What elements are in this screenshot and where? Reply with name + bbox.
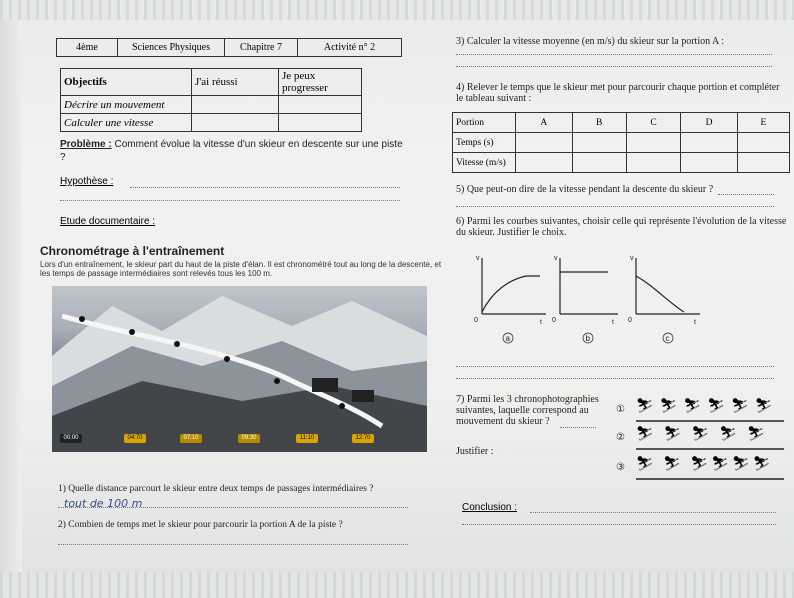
binding-bottom [0,572,794,598]
portion-table [452,112,790,173]
question-6: 6) Parmi les courbes suivantes, choisir celle qui représente l'évolution de la vitesse du skieur. Justifier le choix. [456,216,787,238]
graph-b-t-axis-label: t [612,319,614,326]
question-5-answer-line[interactable] [456,206,774,207]
objective-item: Calculer une vitesse [64,116,154,129]
portion-cell[interactable] [681,153,738,173]
objectives-success-header: J'ai réussi [192,69,279,96]
conclusion-answer-line[interactable] [530,512,776,513]
question-2: 2) Combien de temps met le skieur pour parcourir la portion A de la piste ? [58,520,343,530]
hypothesis-label: Hypothèse : [60,176,114,187]
chrono-label: ① [616,404,625,415]
document-text: Lors d'un entraînement, le skieur part du haut de la piste d'élan. Il est chronométré tout au long de la descente, et les temps de passage intermédiaires sont relevés tous les 100 m. [40,260,442,278]
graph-b-origin: 0 [552,317,556,324]
graph-b-label: b [585,334,590,343]
header-chapter: Chapitre 7 [225,39,298,57]
question-5: 5) Que peut-on dire de la vitesse pendant la descente du skieur ? [456,184,714,195]
split-time-label: 00:00 [60,434,82,443]
portion-header: E [737,113,789,133]
portion-cell[interactable] [572,153,626,173]
split-time-label: 04:70 [124,434,146,443]
objective-check-cell[interactable] [192,96,279,114]
graph-a-t-axis-label: t [540,319,542,326]
objective-item: Décrire un mouvement [64,98,165,111]
ski-slope-photo [52,286,427,452]
objectives-progress-header: Je peux progresser [279,69,362,96]
graph-c-origin: 0 [628,317,632,324]
chrono-label: ② [616,432,625,443]
question-2-answer-line[interactable] [58,544,408,545]
split-time-label: 09:30 [238,434,260,443]
chronophotograph-1[interactable]: ⛷⛷⛷⛷⛷⛷ [636,398,784,422]
graph-c-v-axis-label: v [630,255,634,262]
split-time-label: 12:70 [352,434,374,443]
header-level: 4ème [57,39,118,57]
portion-cell[interactable] [681,133,738,153]
objectives-table [60,68,362,132]
chrono-label: ③ [616,462,625,473]
header-table [56,38,402,57]
split-time-label: 11:10 [296,434,318,443]
page-left-edge [0,20,22,572]
problem-text: Comment évolue la vitesse d'un skieur en descente sur une piste ? [60,139,403,163]
question-1-handwritten-answer: tout de 100 m [64,497,143,510]
header-subject: Sciences Physiques [118,39,225,57]
chronophotographs [616,398,784,482]
velocity-graphs [468,252,708,348]
chronophotograph-3[interactable]: ⛷ ⛷ ⛷⛷⛷⛷ [636,456,784,480]
objective-progress-cell[interactable] [279,114,362,132]
question-3: 3) Calculer la vitesse moyenne (en m/s) du skieur sur la portion A : [456,36,724,47]
portion-cell[interactable] [737,153,789,173]
objectives-header: Objectifs [61,69,192,96]
conclusion-answer-line[interactable] [462,524,776,525]
conclusion-label: Conclusion : [462,502,518,513]
objective-check-cell[interactable] [192,114,279,132]
portion-header: C [626,113,680,133]
graph-c-t-axis-label: t [694,319,696,326]
portion-row-label: Vitesse (m/s) [453,153,516,173]
mountain-illustration [52,286,427,452]
portion-cell[interactable] [626,133,680,153]
portion-header: A [516,113,573,133]
question-4: 4) Relever le temps que le skieur met pour parcourir chaque portion et compléter le tableau suivant : [456,82,780,104]
graph-b-v-axis-label: v [554,255,558,262]
portion-row-label: Temps (s) [453,133,516,153]
question-6-answer-line[interactable] [456,378,774,379]
question-5-answer-line[interactable] [718,194,774,195]
hypothesis-answer-line[interactable] [60,200,400,201]
graph-a-v-axis-label: v [476,255,480,262]
question-7-line: 7) Parmi les 3 chronophotographies [456,394,599,405]
graph-a-label: a [505,334,510,343]
question-7 [456,394,616,427]
problem-statement [60,138,410,164]
header-activity: Activité n° 2 [298,39,402,57]
question-3-answer-line[interactable] [456,54,772,55]
objective-progress-cell[interactable] [279,96,362,114]
portion-header: B [572,113,626,133]
question-7-line: mouvement du skieur ? [456,416,550,427]
graph-a-origin: 0 [474,317,478,324]
portion-header: Portion [453,113,516,133]
problem-label: Problème : [60,139,112,150]
portion-header: D [681,113,738,133]
portion-cell[interactable] [516,133,573,153]
question-1: 1) Quelle distance parcourt le skieur entre deux temps de passages intermédiaires ? [58,484,374,494]
document-title: Chronométrage à l'entraînement [40,244,225,258]
portion-cell[interactable] [572,133,626,153]
portion-cell[interactable] [737,133,789,153]
hypothesis-answer-line[interactable] [130,187,400,188]
question-7-line: suivantes, laquelle correspond au [456,405,589,416]
justify-label: Justifier : [456,446,494,457]
portion-cell[interactable] [516,153,573,173]
portion-cell[interactable] [626,153,680,173]
question-7-answer-line[interactable] [560,427,596,428]
doc-study-label: Etude documentaire : [60,216,156,227]
graph-c-label: c [665,334,670,343]
question-3-answer-line[interactable] [456,66,772,67]
chronophotograph-2[interactable]: ⛷⛷⛷⛷⛷ [636,426,784,450]
split-time-label: 07:10 [180,434,202,443]
binding-top [0,0,794,20]
question-6-answer-line[interactable] [456,366,774,367]
